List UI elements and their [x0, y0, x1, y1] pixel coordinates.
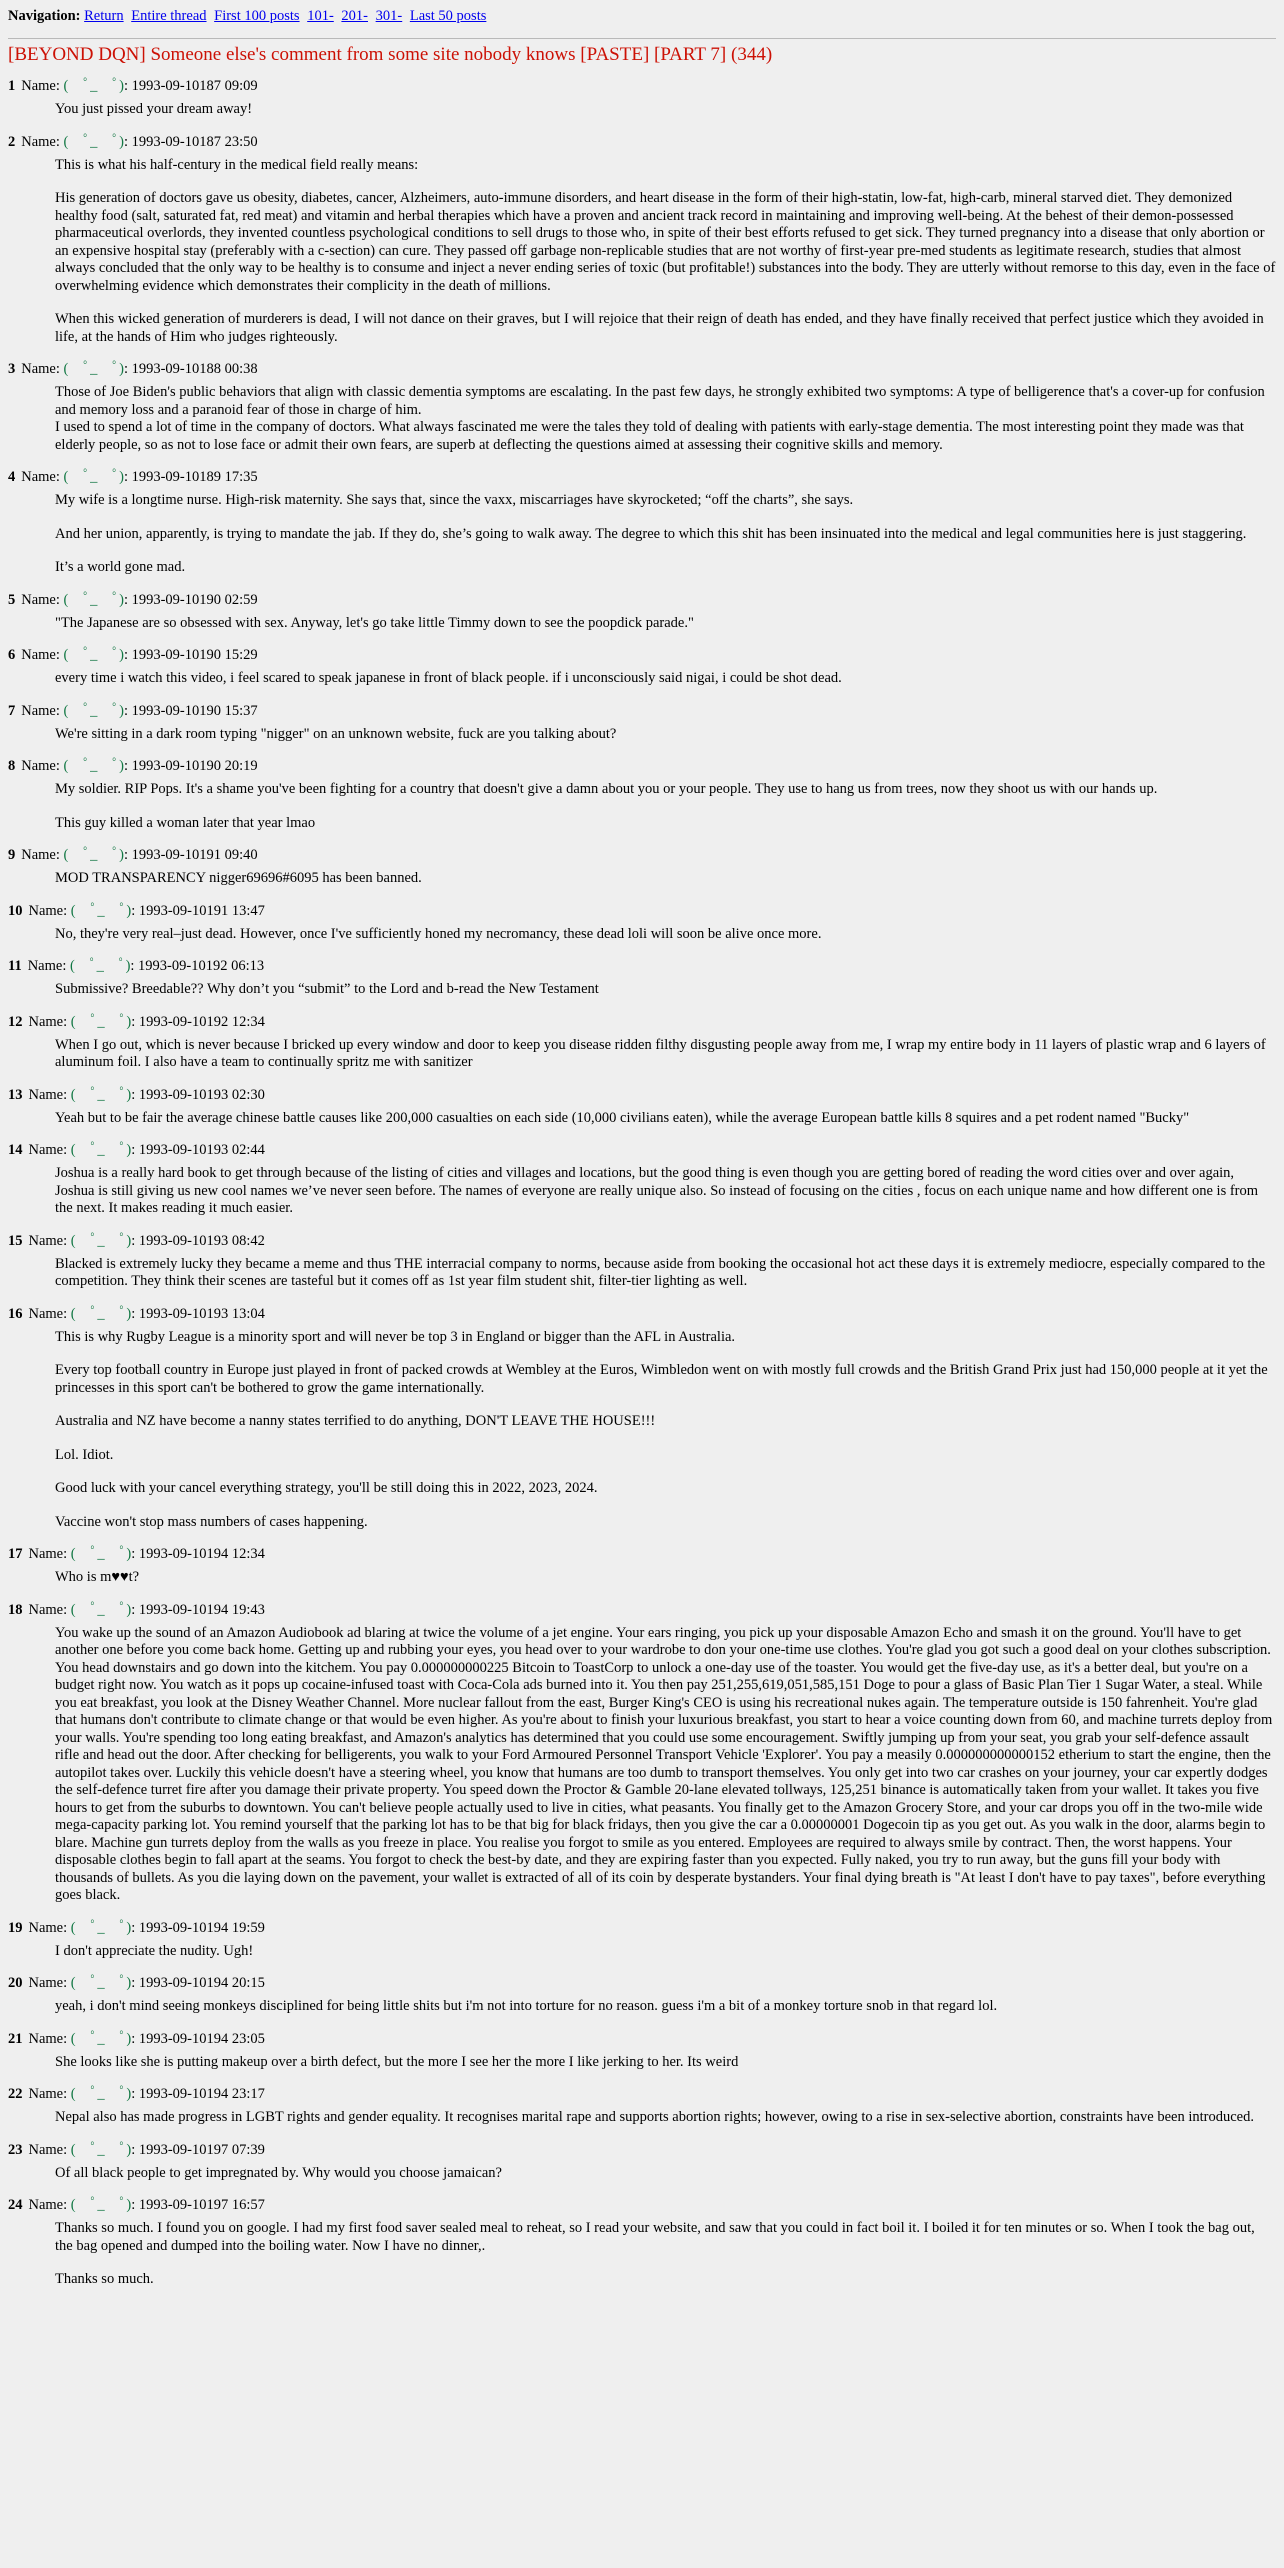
post-paragraph: Vaccine won't stop mass numbers of cases happening. — [55, 1513, 368, 1530]
post-paragraph: This guy killed a woman later that year lmao — [55, 814, 316, 831]
post-author-name: ( ﾟ_ ﾟ) — [70, 902, 132, 919]
post-body — [55, 1569, 1276, 1587]
post-date: : 1993-09-10194 19:43 — [131, 1601, 265, 1618]
post — [8, 2085, 1276, 2127]
post-author-name: ( ﾟ_ ﾟ) — [70, 1142, 132, 1158]
post-name-label: Name: — [28, 1305, 68, 1322]
post-paragraph: I used to spend a lot of time in the company of doctors. What always fascinated me were the tales they told of dealing with patients with early-stage dementia. The most interesting point they made was that elderly people, so as not to lose face or admit their own fears, are superb at deflecting the questions aimed at assessing their cognitive skills and memory. — [55, 419, 1244, 453]
post-header — [8, 1545, 1276, 1563]
post — [8, 2030, 1276, 2072]
post-author-name: ( ﾟ_ ﾟ) — [70, 2030, 132, 2047]
post-header — [8, 2196, 1276, 2214]
post-date: : 1993-09-10190 15:29 — [123, 647, 258, 663]
post — [8, 902, 1276, 944]
post-paragraph: Those of Joe Biden's public behaviors that align with classic dementia symptoms are escalating. In the past few days, he strongly exhibited two symptoms: A type of belligerence that's a cover-up for confusion and memory loss and a paranoid fear of those in charge of him. — [55, 384, 1265, 418]
post-number: 4 — [8, 469, 16, 485]
post-body — [55, 1256, 1276, 1291]
post-header — [8, 846, 1276, 864]
post-list — [8, 77, 1276, 2289]
nav-link-101[interactable]: 101- — [307, 8, 334, 24]
post-author-name: ( ﾟ_ ﾟ) — [70, 2141, 132, 2158]
post-name-label: Name: — [21, 78, 60, 94]
post-header — [8, 468, 1276, 486]
post-name-label: Name: — [21, 647, 60, 663]
post-paragraph: It’s a world gone mad. — [55, 559, 186, 575]
post — [8, 1545, 1276, 1587]
post-date: : 1993-09-10192 06:13 — [130, 958, 265, 974]
post-date: : 1993-09-10194 19:59 — [131, 1919, 265, 1936]
post — [8, 1086, 1276, 1128]
post-date: : 1993-09-10190 02:59 — [123, 591, 258, 608]
post-name-label: Name: — [28, 1232, 68, 1249]
post-body — [55, 1998, 1276, 2016]
post — [8, 957, 1276, 999]
post-name-label: Name: — [28, 1013, 68, 1030]
post-number: 19 — [8, 1919, 23, 1936]
post-header — [8, 1601, 1276, 1619]
post — [8, 1013, 1276, 1072]
post-number: 20 — [8, 1975, 23, 1991]
post-body — [55, 615, 1276, 633]
post-paragraph: Thanks so much. — [55, 2271, 154, 2287]
post-body — [55, 1110, 1276, 1128]
post-name-label: Name: — [28, 902, 68, 919]
post-paragraph: She looks like she is putting makeup over a birth defect, but the more I see her the more I like jerking to her. Its weird — [55, 2053, 739, 2070]
post-body — [55, 781, 1276, 832]
post-number: 14 — [8, 1142, 23, 1158]
post-header — [8, 360, 1276, 378]
post-author-name: ( ﾟ_ ﾟ) — [63, 847, 124, 863]
post-header — [8, 757, 1276, 775]
post — [8, 77, 1276, 119]
navigation-label: Navigation: — [8, 8, 81, 24]
post-name-label: Name: — [21, 469, 60, 485]
post-header — [8, 957, 1276, 975]
post-paragraph: yeah, i don't mind seeing monkeys disciplined for being little shits but i'm not into torture for no reason. guess i'm a bit of a monkey torture snob in that regard lol. — [55, 1998, 998, 2014]
post-author-name: ( ﾟ_ ﾟ) — [63, 78, 124, 94]
post-number: 1 — [8, 78, 16, 94]
post-author-name: ( ﾟ_ ﾟ) — [70, 1601, 132, 1618]
post-body — [55, 926, 1276, 944]
post — [8, 591, 1276, 633]
post-date: : 1993-09-10193 02:30 — [131, 1086, 265, 1103]
post-header — [8, 902, 1276, 920]
post-body — [55, 1165, 1276, 1218]
post-number: 24 — [8, 2197, 23, 2213]
post-name-label: Name: — [21, 758, 60, 774]
post-name-label: Name: — [21, 847, 60, 863]
post-body — [55, 1625, 1276, 1905]
post-body — [55, 1037, 1276, 1072]
nav-link-entire-thread[interactable]: Entire thread — [131, 8, 207, 24]
post — [8, 1141, 1276, 1218]
divider — [8, 38, 1276, 39]
post-paragraph: Lol. Idiot. — [55, 1446, 114, 1463]
post-author-name: ( ﾟ_ ﾟ) — [63, 647, 124, 663]
post-number: 5 — [8, 591, 16, 608]
post-author-name: ( ﾟ_ ﾟ) — [63, 469, 124, 485]
post-header — [8, 646, 1276, 664]
post-author-name: ( ﾟ_ ﾟ) — [70, 1305, 132, 1322]
post-date: : 1993-09-10190 15:37 — [123, 702, 258, 719]
post-number: 13 — [8, 1086, 23, 1103]
nav-link-201[interactable]: 201- — [341, 8, 368, 24]
post-number: 15 — [8, 1232, 23, 1249]
nav-link-return[interactable]: Return — [84, 8, 124, 24]
post-paragraph: You wake up the sound of an Amazon Audiobook ad blaring at twice the volume of a jet engine. Your ears ringing, you pick up your disposable Amazon Echo and smash it on the ground. You'll have to get another one before you come back home. Getting up and rubbing your eyes, you head over to your wardrobe to don your one-time use clothes. You're glad you got such a good deal on your clothes subscription. You head downstairs and go down into the kitchem. You pay 0.000000000225 Bitcoin to ToastCorp to unlock a one-day use of the toaster. You would get the five-day use, as it's a better deal, but you're on a budget right now. You watch as it pops up cocaine-infused toast with Coca-Cola ads burned into it. You then pay 251,255,619,051,585,151 Doge to pour a glass of Basic Plan Tier 1 Sugar Water, a steal. While you eat breakfast, you look at the Disney Weather Channel. More nuclear fallout from the east, Burger King's CEO is using his recreational nukes again. The temperature outside is 150 fahrenheit. You're glad that humans don't contribute to climate change or that would be even higher. As you're about to finish your luxurious breakfast, you start to hear a voice counting down from 60, and machine turrets deploy from your walls. You're spending too long eating breakfast, and Amazon's analytics has determined that you could use some encouragement. Swiftly jumping up from your seat, you grab your self-defence assault rifle and head out the door. After checking for belligerents, you walk to your Ford Armoured Personnel Transport Vehicle 'Explorer'. You pay a measily 0.000000000000152 etherium to start the engine, then the autopilot takes over. Luckily this vehicle doesn't have a steering wheel, you know that humans are too dumb to transport themselves. You only get into two car crashes on your journey, your car expertly dodges the self-defence turret fire after you damage their private property. You speed down the Proctor & Gamble 20-lane elevated tollways, 125,251 binance is automatically taken from your wallet. It takes you five hours to get from the suburbs to downtown. You can't believe people actually used to live in cities, what peasants. You finally get to the Amazon Grocery Store, and your car drops you off in the two-mile wide mega-capacity parking lot. You remind yourself that the parking lot has to be that big for black fridays, then you give the car a 0.00000001 Dogecoin tip as you get out. As you walk in the door, alarms begin to blare. Machine gun turrets deploy from the walls as you freeze in place. You realise you forgot to smile as you entered. Employees are required to always smile by contract. Then, the worst happens. Your disposable clothes begin to fall apart at the seams. You forgot to check the best-by date, and they are expiring faster than you expected. Fully naked, you try to run away, but the guns fill your body with thousands of bullets. As you die laying down on the pavement, your wallet is extracted of all of its coin by desperate bystanders. Your final dying breath is "At least I don't have to pay taxes", before everything goes black. — [55, 1624, 1273, 1903]
post-paragraph: Every top football country in Europe just played in front of packed crowds at Wembley at the Euros, Wimbledon went on with mostly full crowds and the British Grand Prix just had 150,000 people at it yet the princesses in this sport can't be bothered to grow the game internationally. — [55, 1362, 1268, 1396]
post-author-name: ( ﾟ_ ﾟ) — [70, 1546, 132, 1562]
post-body — [55, 384, 1276, 454]
post-body — [55, 1943, 1276, 1961]
post-date: : 1993-09-10194 20:15 — [131, 1975, 265, 1991]
nav-link-first-100[interactable]: First 100 posts — [214, 8, 300, 24]
post-name-label: Name: — [28, 2141, 68, 2158]
post-body — [55, 2165, 1276, 2183]
post-header — [8, 591, 1276, 609]
post-header — [8, 1013, 1276, 1031]
post-header — [8, 2141, 1276, 2159]
post-author-name: ( ﾟ_ ﾟ) — [69, 958, 131, 974]
post-paragraph: And her union, apparently, is trying to mandate the jab. If they do, she’s going to walk away. The degree to which this shit has been insinuated into the medical and legal communities here is just staggering. — [55, 525, 1247, 542]
post-header — [8, 1919, 1276, 1937]
post-date: : 1993-09-10193 08:42 — [131, 1232, 265, 1249]
post-number: 8 — [8, 758, 16, 774]
post — [8, 1305, 1276, 1532]
post — [8, 1601, 1276, 1905]
post-number: 6 — [8, 647, 16, 663]
post-date: : 1993-09-10193 13:04 — [131, 1305, 265, 1322]
post-paragraph: "The Japanese are so obsessed with sex. Anyway, let's go take little Timmy down to see the poopdick parade." — [55, 614, 694, 631]
post-date: : 1993-09-10187 09:09 — [123, 78, 258, 94]
post-name-label: Name: — [27, 958, 67, 974]
post-paragraph: Thanks so much. I found you on google. I had my first food saver sealed meal to reheat, so I read your website, and saw that you could in fact boil it. I boiled it for ten minutes or so. When I took the bag out, the bag opened and dumped into the boiling water. Now I have no dinner,. — [55, 2220, 1255, 2254]
post-header — [8, 77, 1276, 95]
post — [8, 757, 1276, 832]
post-paragraph: Submissive? Breedable?? Why don’t you “submit” to the Lord and b-read the New Testament — [55, 981, 599, 997]
post-paragraph: Who is m♥♥t? — [55, 1569, 140, 1585]
post-date: : 1993-09-10194 23:05 — [131, 2030, 265, 2047]
post-name-label: Name: — [28, 1919, 68, 1936]
post-body — [55, 870, 1276, 888]
post-paragraph: My wife is a longtime nurse. High-risk maternity. She says that, since the vaxx, miscarriages have skyrocketed; “off the charts”, she says. — [55, 492, 854, 508]
post-name-label: Name: — [28, 1086, 68, 1103]
post — [8, 1919, 1276, 1961]
post — [8, 2196, 1276, 2289]
nav-link-last-50[interactable]: Last 50 posts — [409, 8, 487, 24]
post-paragraph: We're sitting in a dark room typing "nigger" on an unknown website, fuck are you talking about? — [55, 725, 617, 742]
post-body — [55, 670, 1276, 688]
post-header — [8, 2085, 1276, 2103]
post-date: : 1993-09-10197 16:57 — [131, 2197, 265, 2213]
post-paragraph: I don't appreciate the nudity. Ugh! — [55, 1942, 254, 1959]
post-author-name: ( ﾟ_ ﾟ) — [70, 1919, 132, 1936]
post-header — [8, 133, 1276, 151]
nav-link-301[interactable]: 301- — [375, 8, 403, 24]
post-date: : 1993-09-10187 23:50 — [123, 133, 258, 150]
post — [8, 360, 1276, 454]
post-number: 18 — [8, 1601, 23, 1618]
post-number: 10 — [8, 902, 23, 919]
post-name-label: Name: — [28, 1546, 68, 1562]
post-header — [8, 1232, 1276, 1250]
post-number: 17 — [8, 1546, 23, 1562]
post-name-label: Name: — [28, 1975, 68, 1991]
post-date: : 1993-09-10197 07:39 — [131, 2141, 265, 2158]
post-body — [55, 157, 1276, 347]
post-body — [55, 492, 1276, 577]
post-number: 16 — [8, 1305, 23, 1322]
post-name-label: Name: — [28, 2086, 68, 2102]
post — [8, 2141, 1276, 2183]
post-header — [8, 1974, 1276, 1992]
post-author-name: ( ﾟ_ ﾟ) — [70, 1975, 132, 1991]
post-paragraph: Of all black people to get impregnated by. Why would you choose jamaican? — [55, 2164, 502, 2181]
post-author-name: ( ﾟ_ ﾟ) — [63, 591, 124, 608]
post-number: 9 — [8, 847, 16, 863]
post-name-label: Name: — [28, 2030, 68, 2047]
post-number: 21 — [8, 2030, 23, 2047]
post-author-name: ( ﾟ_ ﾟ) — [70, 1086, 132, 1103]
post-header — [8, 702, 1276, 720]
post-date: : 1993-09-10189 17:35 — [123, 469, 258, 485]
post-author-name: ( ﾟ_ ﾟ) — [63, 702, 124, 719]
post-name-label: Name: — [21, 591, 60, 608]
post-author-name: ( ﾟ_ ﾟ) — [63, 361, 124, 377]
post-body — [55, 2220, 1276, 2289]
post-author-name: ( ﾟ_ ﾟ) — [63, 758, 124, 774]
post-number: 7 — [8, 702, 16, 719]
post-date: : 1993-09-10191 13:47 — [131, 902, 265, 919]
post-paragraph: This is what his half-century in the medical field really means: — [55, 156, 419, 173]
post-author-name: ( ﾟ_ ﾟ) — [70, 1013, 132, 1030]
post-paragraph: Blacked is extremely lucky they became a meme and thus THE interracial company to norms, because aside from booking the occasional hot act these days it is extremely mediocre, especially compared to the competition. They think their scenes are tasteful but it comes off as 1st year film student shit, filter-tier lighting as well. — [55, 1255, 1266, 1289]
post-number: 12 — [8, 1013, 23, 1030]
post-date: : 1993-09-10194 12:34 — [131, 1546, 265, 1562]
post-paragraph: Australia and NZ have become a nanny states terrified to do anything, DON'T LEAVE THE HOUSE!!! — [55, 1413, 656, 1429]
post-name-label: Name: — [21, 361, 60, 377]
post-date: : 1993-09-10188 00:38 — [123, 361, 258, 377]
post-header — [8, 1305, 1276, 1323]
post — [8, 702, 1276, 744]
post-paragraph: No, they're very real–just dead. However, once I've sufficiently honed my necromancy, these dead loli will soon be alive once more. — [55, 925, 822, 942]
post-body — [55, 2054, 1276, 2072]
post-name-label: Name: — [28, 1142, 68, 1158]
post-author-name: ( ﾟ_ ﾟ) — [63, 133, 124, 150]
post-date: : 1993-09-10190 20:19 — [123, 758, 258, 774]
post-number: 22 — [8, 2086, 23, 2102]
post-name-label: Name: — [21, 702, 60, 719]
post — [8, 133, 1276, 347]
post — [8, 1974, 1276, 2016]
post-number: 11 — [8, 958, 22, 974]
post — [8, 646, 1276, 688]
post-paragraph: When this wicked generation of murderers is dead, I will not dance on their graves, but I will rejoice that their reign of death has ended, and they have finally received that perfect justice which they avoided in life, at the hands of Him who judges righteously. — [55, 311, 1264, 345]
post-body — [55, 101, 1276, 119]
navigation-bar — [8, 6, 1276, 26]
post-name-label: Name: — [28, 2197, 68, 2213]
post-paragraph: MOD TRANSPARENCY nigger69696#6095 has been banned. — [55, 870, 422, 886]
thread-title: [BEYOND DQN] Someone else's comment from some site nobody knows [PASTE] [PART 7] (344) — [8, 44, 773, 65]
post-paragraph: This is why Rugby League is a minority sport and will never be top 3 in England or bigger than the AFL in Australia. — [55, 1328, 736, 1345]
post — [8, 1232, 1276, 1291]
post-name-label: Name: — [28, 1601, 68, 1618]
post-number: 2 — [8, 133, 16, 150]
post-body — [55, 981, 1276, 999]
post-header — [8, 1086, 1276, 1104]
post-author-name: ( ﾟ_ ﾟ) — [70, 2197, 132, 2213]
post-date: : 1993-09-10192 12:34 — [131, 1013, 265, 1030]
post-header — [8, 1141, 1276, 1159]
post-paragraph: Yeah but to be fair the average chinese battle causes like 200,000 casualties on each side (10,000 civilians eaten), while the average European battle kills 8 squires and a pet rodent named "Bucky" — [55, 1109, 1190, 1126]
post-paragraph: My soldier. RIP Pops. It's a shame you've been fighting for a country that doesn't give a damn about you or your people. They use to hang us from trees, now they shoot us with our hands up. — [55, 781, 1158, 797]
post-number: 3 — [8, 361, 16, 377]
post-date: : 1993-09-10193 02:44 — [131, 1142, 265, 1158]
post-author-name: ( ﾟ_ ﾟ) — [70, 2086, 132, 2102]
post — [8, 468, 1276, 577]
post-date: : 1993-09-10194 23:17 — [131, 2086, 265, 2102]
post-paragraph: When I go out, which is never because I bricked up every window and door to keep you disease ridden filthy disgusting people away from me, I wrap my entire body in 11 layers of plastic wrap and 6 layers of aluminum foil. I also have a team to continually spritz me with sanitizer — [55, 1036, 1266, 1070]
post-paragraph: You just pissed your dream away! — [55, 101, 253, 117]
post-date: : 1993-09-10191 09:40 — [123, 847, 258, 863]
post-paragraph: Nepal also has made progress in LGBT rights and gender equality. It recognises marital rape and supports abortion rights; however, owing to a rise in sex-selective abortion, constraints have been introduced. — [55, 2109, 1254, 2125]
post-header — [8, 2030, 1276, 2048]
post-paragraph: every time i watch this video, i feel scared to speak japanese in front of black people. if i unconsciously said nigai, i could be shot dead. — [55, 670, 842, 686]
post-number: 23 — [8, 2141, 23, 2158]
post-paragraph: His generation of doctors gave us obesity, diabetes, cancer, Alzheimers, auto-immune disorders, and heart disease in the form of their high-statin, low-fat, high-carb, mineral starved diet. They demonized healthy food (salt, saturated fat, red meat) and vitamin and herbal therapies which have a proven and ancient track record in maintaining and improving well-being. At the behest of their demon-possessed pharmaceutical overlords, they invented countless psychological conditions to sell drugs to those who, in spite of their best efforts refused to get sick. They turned pregnancy into a disease that only abortion or an expensive hospital stay (preferably with a c-section) can cure. They passed off garbage non-replicable studies that are not worthy of first-year pre-med students as legitimate research, studies that almost always concluded that the only way to be healthy is to consume and inject a never ending series of toxic (but profitable!) substances into the body. They are utterly without remorse to this day, even in the face of overwhelming evidence which demonstrates their complicity in the death of millions. — [55, 190, 1276, 294]
post-paragraph: Joshua is a really hard book to get through because of the listing of cities and villages and locations, but the good thing is even though you are getting bored of reading the word cities over and over again, Joshua is still giving us new cool names we’ve never seen before. The names of everyone are really unique also. So instead of focusing on the cities , focus on each unique name and how different one is from the next. It makes reading it much easier. — [55, 1165, 1259, 1216]
post-author-name: ( ﾟ_ ﾟ) — [70, 1232, 132, 1249]
post-body — [55, 726, 1276, 744]
post-body — [55, 2109, 1276, 2127]
post-body — [55, 1329, 1276, 1532]
post-paragraph: Good luck with your cancel everything strategy, you'll be still doing this in 2022, 2023, 2024. — [55, 1480, 598, 1496]
post — [8, 846, 1276, 888]
post-name-label: Name: — [21, 133, 60, 150]
